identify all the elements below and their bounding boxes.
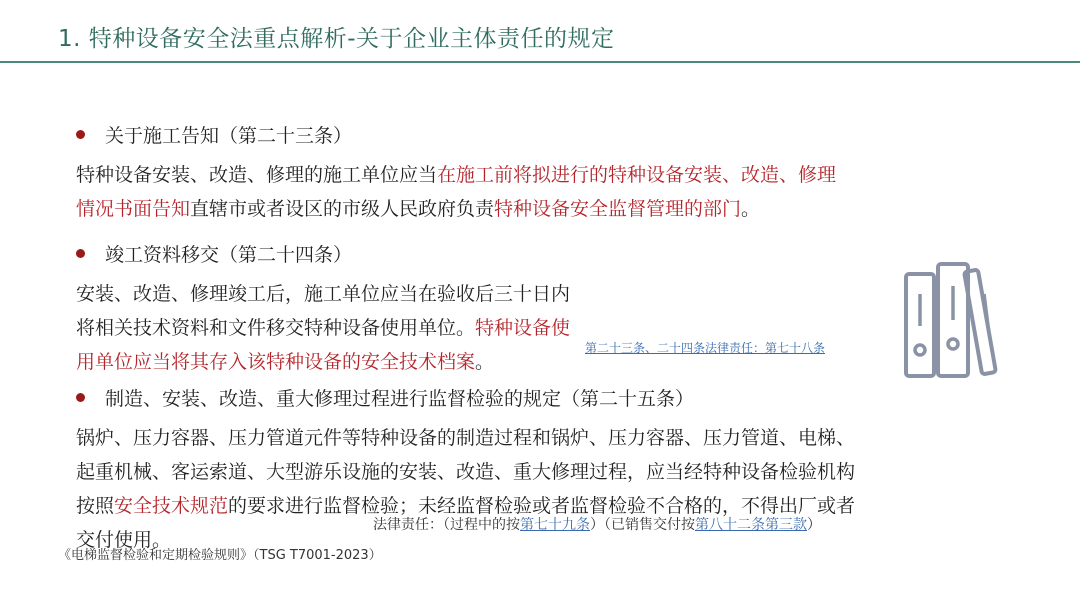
heading-text: 关于施工告知（第二十三条）	[105, 125, 353, 147]
paragraph-line: 起重机械、客运索道、大型游乐设施的安装、改造、重大修理过程，应当经特种设备检验机构	[76, 461, 856, 483]
legal-reference-link[interactable]: 第二十三条、二十四条法律责任：第七十八条	[585, 341, 826, 355]
books-icon	[900, 258, 1010, 380]
bullet-icon	[76, 130, 85, 139]
section-supervision-body	[76, 421, 1040, 557]
paragraph-line	[76, 345, 1040, 379]
section-heading	[76, 384, 1040, 411]
text-span: ）	[807, 517, 821, 533]
bullet-icon	[76, 393, 85, 402]
highlight-span: 特种设备使	[475, 317, 571, 339]
title-divider	[0, 61, 1080, 63]
heading-text: 制造、安装、改造、重大修理过程进行监督检验的规定（第二十五条）	[105, 388, 695, 410]
text-span: 。	[741, 198, 761, 220]
text-span: 直辖市或者设区的市级人民政府负责	[190, 198, 495, 220]
paragraph-line: 交付使用。	[76, 529, 172, 551]
legal-liability-note	[373, 514, 821, 534]
text-span: 将相关技术资料和文件移交特种设备使用单位。	[76, 317, 476, 339]
paragraph-line: 锅炉、压力容器、压力管道元件等特种设备的制造过程和锅炉、压力容器、压力管道、电梯、	[76, 427, 856, 449]
section-heading	[76, 240, 1040, 267]
section-heading	[76, 121, 1040, 148]
section-supervision-inspection	[76, 384, 1040, 411]
highlight-span: 安全技术规范	[114, 495, 229, 517]
paragraph-line: 安装、改造、修理竣工后，施工单位应当在验收后三十日内	[76, 283, 571, 305]
highlight-span: 特种设备安全监督管理的部门	[494, 198, 742, 220]
paragraph-line	[76, 311, 1040, 345]
text-span: 按照	[76, 495, 115, 517]
section-construction-notice	[76, 121, 1040, 148]
footer-reference: 《电梯监督检验和定期检验规则》（TSG T7001-2023）	[58, 548, 382, 563]
text-span: 。	[475, 351, 495, 373]
page-title: 1. 特种设备安全法重点解析-关于企业主体责任的规定	[58, 26, 615, 52]
highlight-span: 用单位应当将其存入该特种设备的安全技术档案	[76, 351, 476, 373]
section-construction-body	[76, 158, 1040, 226]
paragraph-line	[76, 192, 1040, 226]
section-completion-body	[76, 277, 1040, 379]
heading-text: 竣工资料移交（第二十四条）	[105, 244, 353, 266]
highlight-span: 在施工前将拟进行的特种设备安装、改造、修理	[437, 164, 837, 186]
bullet-icon	[76, 249, 85, 258]
section-completion-handover	[76, 240, 1040, 267]
text-span: 法律责任：（过程中的按	[373, 517, 520, 533]
text-span: 特种设备安装、改造、修理的施工单位应当	[76, 164, 438, 186]
text-span: 的要求进行监督检验；未经监督检验或者监督检验不合格的，不得出厂或者	[228, 495, 856, 517]
paragraph-line	[76, 158, 1040, 192]
article-82-link[interactable]: 第八十二条第三款	[695, 517, 807, 533]
text-span: ）（已销售交付按	[590, 517, 695, 533]
highlight-span: 情况书面告知	[76, 198, 191, 220]
article-79-link[interactable]: 第七十九条	[520, 517, 590, 533]
